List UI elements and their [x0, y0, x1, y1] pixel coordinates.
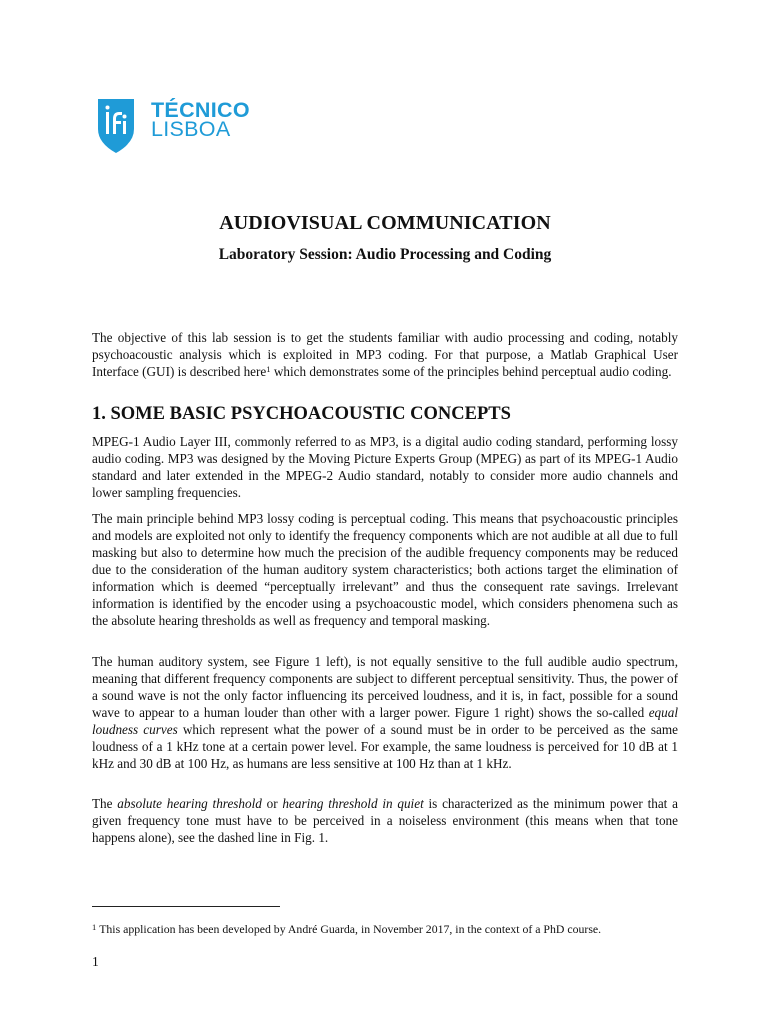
tecnico-lisboa-logo [98, 99, 258, 153]
paragraph-text: or [261, 796, 283, 811]
document-title: AUDIOVISUAL COMMUNICATION [219, 212, 551, 234]
section-heading: 1. SOME BASIC PSYCHOACOUSTIC CONCEPTS [92, 404, 511, 424]
paragraph-text: The main principle behind MP3 lossy coding is perceptual coding. This means that psychoacoustic principles and models are exploited not only to identify the frequency components which are not audible at all due to full masking but also to determine how much the precision of the audible frequency components may be reduced due to the consideration of the human auditory system characteristics; both actions target the elimination of information which is deemed “perceptually irrelevant” and thus the consequent rate savings. Irrelevant information is identified by the encoder using a psychoacoustic model, which considers phenomena such as the absolute hearing thresholds as well as frequency and temporal masking. [92, 511, 678, 628]
footnote [92, 922, 692, 937]
footnote-ref: 1 [266, 364, 271, 374]
paragraph-perceptual-coding [92, 510, 678, 629]
footnote-marker: 1 [92, 922, 97, 932]
paragraph-text: MPEG-1 Audio Layer III, commonly referred to as MP3, is a digital audio coding standard, performing lossy audio coding. MP3 was designed by the Moving Picture Experts Group (MPEG) as part of its MPEG-1 Audio standard and later extended in the MPEG-2 Audio standard, notably to consider more audio channels and lower sampling frequencies. [92, 434, 678, 500]
logo-line-lisboa: LISBOA [151, 117, 231, 141]
paragraph-auditory-system [92, 653, 678, 772]
paragraph-text: The human auditory system, see Figure 1 left), is not equally sensitive to the full audible audio spectrum, meaning that different frequency components are subject to different perceptual sensitivity. Thus, the power of a sound wave is not the only factor influencing its perceived loudness, and it is, in fact, possible for a sound wave to appear to a human louder than other with a larger power. Figure 1 right) shows the so-called [92, 654, 678, 720]
emphasis-equal-loudness: equal loudness curves [92, 705, 678, 737]
emphasis-threshold-quiet: hearing threshold in quiet [282, 796, 424, 811]
ist-shield-icon [98, 99, 134, 153]
paragraph-hearing-threshold [92, 795, 678, 846]
footnote-divider [92, 906, 280, 907]
paragraph-text: is characterized as the minimum power that a given frequency tone must have to be perceived in a noiseless environment (this means when that tone happens alone), see the dashed line in Fig. 1. [92, 796, 678, 845]
logo-line-tecnico: TÉCNICO [151, 98, 250, 122]
document-subtitle: Laboratory Session: Audio Processing and Coding [218, 246, 552, 263]
emphasis-absolute-threshold: absolute hearing threshold [117, 796, 262, 811]
paragraph-mp3 [92, 433, 678, 501]
intro-text-after: which demonstrates some of the principles behind perceptual audio coding. [270, 364, 672, 379]
intro-paragraph [92, 329, 678, 380]
paragraph-text: which represent what the power of a sound must be in order to be perceived as the same loudness of a 1 kHz tone at a certain power level. For example, the same loudness is perceived for 10 dB at 1 kHz and 30 dB at 100 Hz, as humans are less sensitive at 100 Hz than at 1 kHz. [92, 722, 678, 771]
page-number: 1 [92, 954, 99, 969]
footnote-text: This application has been developed by André Guarda, in November 2017, in the context of a PhD course. [99, 922, 602, 936]
paragraph-text: The [92, 796, 118, 811]
intro-text: The objective of this lab session is to get the students familiar with audio processing and coding, notably psychoacoustic analysis which is exploited in MP3 coding. For that purpose, a Matlab Graphical User Interface (GUI) is described here [92, 330, 678, 379]
